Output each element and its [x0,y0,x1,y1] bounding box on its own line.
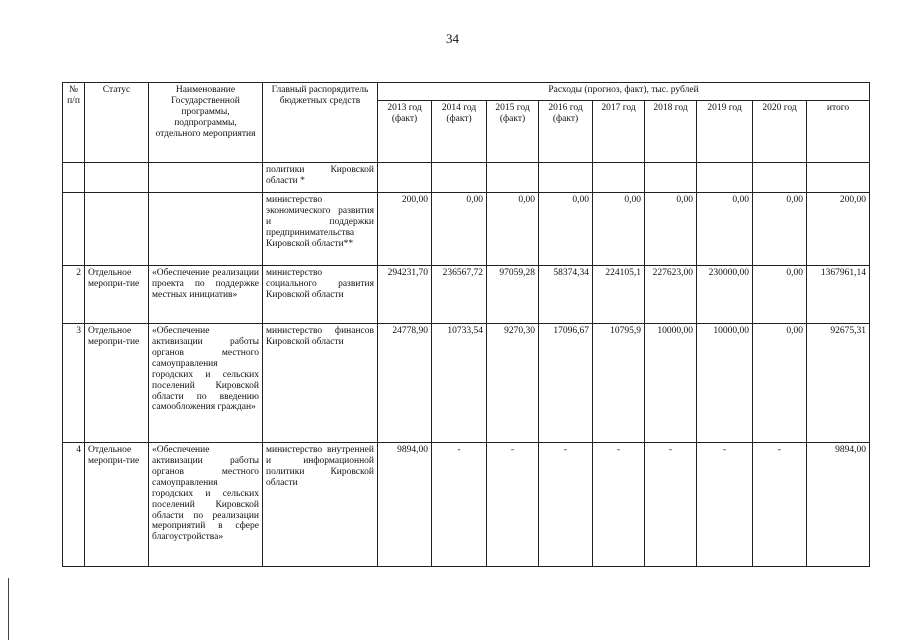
table-row [63,193,870,266]
cell-2016: 17096,67 [539,324,593,443]
cell-manager: министерство экономического развития и поддержки предпринимательства Кировской области** [263,193,378,266]
cell-2020: 0,00 [753,193,807,266]
cell-total: 9894,00 [807,443,870,567]
header-year-2014: 2014 год (факт) [432,101,487,163]
header-year-2017: 2017 год [593,101,645,163]
cell-2013 [378,163,432,193]
cell-2018: - [645,443,697,567]
cell-num [63,193,85,266]
cell-2018: 0,00 [645,193,697,266]
cell-2019: 10000,00 [697,324,753,443]
header-year-2018: 2018 год [645,101,697,163]
cell-2018: 10000,00 [645,324,697,443]
cell-2013: 24778,90 [378,324,432,443]
cell-num: 3 [63,324,85,443]
header-year-2015: 2015 год (факт) [487,101,539,163]
header-total: итого [807,101,870,163]
cell-total: 1367961,14 [807,266,870,324]
header-manager: Главный распорядитель бюджетных средств [263,83,378,163]
cell-name: «Обеспечение активизации работы органов местного самоуправления городских и сельских поселений Кировской области по введению самообложения граждан» [149,324,263,443]
cell-2013: 200,00 [378,193,432,266]
header-status: Статус [85,83,149,163]
cell-2017: 10795,9 [593,324,645,443]
table-row [63,266,870,324]
header-year-2019: 2019 год [697,101,753,163]
cell-2019: - [697,443,753,567]
table-row [63,163,870,193]
cell-2014 [432,163,487,193]
cell-2016: - [539,443,593,567]
cell-status: Отдельное меропри-тие [85,324,149,443]
cell-name: «Обеспечение реализации проекта по поддержке местных инициатив» [149,266,263,324]
cell-2020: - [753,443,807,567]
cell-name: «Обеспечение активизации работы органов местного самоуправления городских и сельских поселений Кировской области по реализации мероприятий в сфере благоустройства» [149,443,263,567]
scan-edge-line [8,578,9,640]
cell-2015: 97059,28 [487,266,539,324]
cell-2018 [645,163,697,193]
table-row [63,443,870,567]
cell-2015: 0,00 [487,193,539,266]
cell-2016 [539,163,593,193]
cell-status: Отдельное меропри-тие [85,443,149,567]
cell-2018: 227623,00 [645,266,697,324]
cell-2019: 230000,00 [697,266,753,324]
cell-2016: 58374,34 [539,266,593,324]
cell-2015: 9270,30 [487,324,539,443]
cell-total: 92675,31 [807,324,870,443]
budget-table [62,82,870,567]
cell-2015: - [487,443,539,567]
cell-2020: 0,00 [753,324,807,443]
cell-status [85,193,149,266]
cell-manager: министерство внутренней и информационной политики Кировской области [263,443,378,567]
page-number: 34 [446,31,459,46]
cell-num [63,163,85,193]
cell-status: Отдельное меропри-тие [85,266,149,324]
header-name: Наименование Государственной программы, подпрограммы, отдельного мероприятия [149,83,263,163]
header-year-2020: 2020 год [753,101,807,163]
header-year-2016: 2016 год (факт) [539,101,593,163]
cell-2014: 236567,72 [432,266,487,324]
cell-status [85,163,149,193]
cell-2019 [697,163,753,193]
cell-manager: министерство финансов Кировской области [263,324,378,443]
cell-2013: 294231,70 [378,266,432,324]
table-row [63,324,870,443]
cell-2013: 9894,00 [378,443,432,567]
cell-manager: политики Кировской области * [263,163,378,193]
header-year-2013: 2013 год (факт) [378,101,432,163]
cell-2017: 224105,1 [593,266,645,324]
cell-2014: 0,00 [432,193,487,266]
cell-2014: - [432,443,487,567]
header-expenses: Расходы (прогноз, факт), тыс. рублей [378,83,870,101]
cell-2017 [593,163,645,193]
cell-2017: 0,00 [593,193,645,266]
cell-2017: - [593,443,645,567]
cell-manager: министерство социального развития Кировской области [263,266,378,324]
cell-name [149,193,263,266]
cell-total: 200,00 [807,193,870,266]
cell-total [807,163,870,193]
header-num: № п/п [63,83,85,163]
cell-2020 [753,163,807,193]
cell-num: 2 [63,266,85,324]
cell-num: 4 [63,443,85,567]
cell-2014: 10733,54 [432,324,487,443]
cell-2016: 0,00 [539,193,593,266]
cell-2020: 0,00 [753,266,807,324]
cell-name [149,163,263,193]
cell-2019: 0,00 [697,193,753,266]
cell-2015 [487,163,539,193]
